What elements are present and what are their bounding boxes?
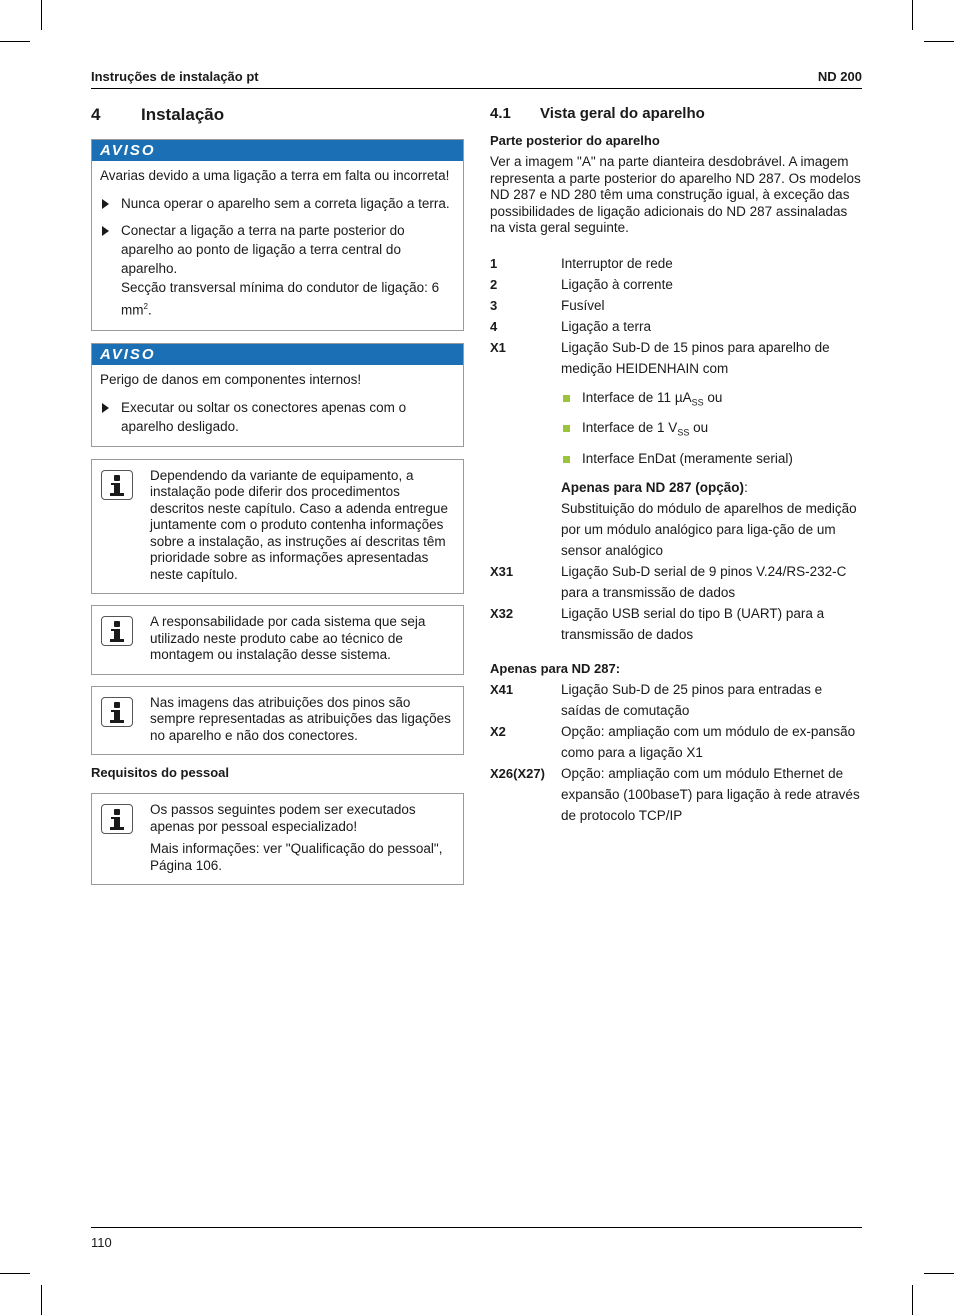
section-title: Vista geral do aparelho [540, 105, 705, 122]
rear-panel-heading: Parte posterior do aparelho [490, 133, 660, 148]
info-text: Nas imagens das atribuições dos pinos são sempre representadas as atribuições das ligações no aparelho e não dos conectores. [150, 694, 451, 743]
crop-mark [912, 0, 913, 30]
nd287-option-note: Apenas para ND 287 (opção): Substituição do módulo de aparelhos de medição por um módulo analógico para liga-ção de um sensor analógico [561, 479, 857, 558]
info-link-text: Mais informações: ver "Qualificação do pessoal", Página 106. [150, 841, 443, 873]
triangle-bullet-icon [102, 199, 109, 209]
footer-rule [91, 1227, 862, 1228]
square-bullet-icon [563, 395, 570, 402]
list-item: 4 Ligação a terra [490, 318, 652, 334]
chapter-heading [91, 105, 464, 127]
personnel-heading: Requisitos do pessoal [91, 765, 229, 780]
section-number: 4.1 [490, 105, 511, 122]
info-box-responsibility [91, 605, 464, 675]
header-doc-title: Instruções de instalação pt [91, 69, 259, 84]
section-heading [490, 105, 862, 127]
list-item: 2 Ligação à corrente [490, 276, 673, 292]
page-header [91, 68, 862, 89]
square-bullet-icon [563, 425, 570, 432]
notice-label: AVISO [92, 140, 463, 161]
notice-label: AVISO [92, 344, 463, 365]
crop-mark [912, 1285, 913, 1315]
connector-list [490, 253, 862, 826]
info-icon [101, 804, 133, 834]
chapter-number: 4 [91, 105, 101, 124]
right-column [490, 105, 862, 826]
list-item: X1 Ligação Sub-D de 15 pinos para aparelho de medição HEIDENHAIN com Interface de 11 µA$_{SS}$ ou Interface de 1 $V_{SS}$ ou Interface EnDat (meramente serial) Apenas para ND 287 (opção): Substituição do módulo de aparelhos de medição por um módulo analógico para liga-ção de um sensor analógico [490, 337, 862, 561]
interface-item: Interface EnDat (meramente serial) [561, 446, 862, 471]
nd287-heading: Apenas para ND 287: [490, 660, 621, 676]
triangle-bullet-icon [102, 403, 109, 413]
crop-mark [41, 0, 42, 30]
info-icon [101, 616, 133, 646]
notice-text: Avarias devido a uma ligação a terra em falta ou incorreta! [100, 168, 450, 183]
list-item: 1 Interruptor de rede [490, 255, 673, 271]
crop-mark [924, 41, 954, 42]
intro-paragraph: Ver a imagem "A" na parte dianteira desdobrável. A imagem representa a parte posterior do aparelho ND 287. Os modelos ND 287 e ND 280 têm uma construção igual, à exceção das possibilidades de ligação adicionais do ND 287 assinaladas na vista geral seguinte. [490, 154, 861, 235]
crop-mark [0, 41, 30, 42]
list-item: X31 Ligação Sub-D serial de 9 pinos V.24/RS-232-C para a transmissão de dados [490, 563, 847, 600]
square-bullet-icon [563, 456, 570, 463]
notice-box-grounding [91, 139, 464, 331]
info-box-variant [91, 459, 464, 595]
info-box-pinout [91, 686, 464, 756]
interface-item: Interface de 1 $V_{SS}$ ou [561, 415, 862, 446]
info-box-personnel [91, 793, 464, 885]
chapter-title: Instalação [141, 105, 225, 124]
list-item: X32 Ligação USB serial do tipo B (UART) para a transmissão de dados [490, 605, 825, 642]
crop-mark [41, 1285, 42, 1315]
crop-mark [0, 1273, 30, 1274]
info-text: Os passos seguintes podem ser executados apenas por pessoal especializado! [150, 802, 416, 834]
interface-item: Interface de 11 µA$_{SS}$ ou [561, 385, 862, 416]
notice-text: Perigo de danos em componentes internos! [100, 371, 362, 387]
info-icon [101, 697, 133, 727]
header-product: ND 200 [817, 69, 862, 84]
info-text: Dependendo da variante de equipamento, a instalação pode diferir dos procedimentos descritos neste capítulo. Caso a adenda entregue juntamente com o produto contenha informações sobre a instalação, as instruções aí descritas têm prioridade sobre as informações apresentadas neste capítulo. [150, 467, 448, 582]
list-item: X26(X27) Opção: ampliação com um módulo Ethernet de expansão (100baseT) para ligação à rede através de protocolo TCP/IP [490, 765, 860, 823]
notice-box-components [91, 343, 464, 447]
page-number: 110 [91, 1235, 112, 1250]
info-icon [101, 470, 133, 500]
notice-instruction: Executar ou soltar os conectores apenas com o aparelho desligado. [100, 398, 455, 436]
list-item: 3 Fusível [490, 297, 605, 313]
interface-list [561, 385, 862, 471]
info-text: A responsabilidade por cada sistema que seja utilizado neste produto cabe ao técnico de montagem ou instalação desse sistema. [150, 614, 426, 662]
crop-mark [924, 1273, 954, 1274]
notice-instruction: Conectar a ligação a terra na parte posterior do aparelho ao ponto de ligação a terra central do aparelho. Secção transversal mínima do condutor de ligação: 6 $mm^2$. [100, 221, 455, 320]
triangle-bullet-icon [102, 226, 109, 236]
notice-instruction: Nunca operar o aparelho sem a correta ligação a terra. [100, 194, 455, 213]
list-item: X2 Opção: ampliação com um módulo de ex-pansão como para a ligação X1 [490, 723, 856, 760]
left-column [91, 105, 464, 885]
list-item: X41 Ligação Sub-D de 25 pinos para entradas e saídas de comutação [490, 681, 823, 718]
